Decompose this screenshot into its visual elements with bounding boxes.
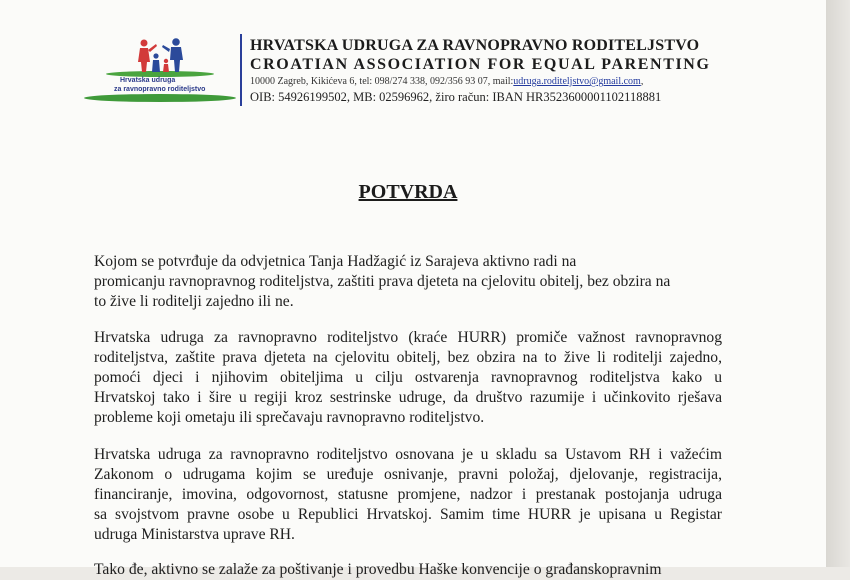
text-line: roditeljstva, zaštite prava djeteta na cjelovitu obitelj, bez obzira na to žive li roditelji zajedno,: [94, 349, 722, 366]
text-line: Kojom se potvrđuje da odvjetnica Tanja Hadžagić iz Sarajeva aktivno radi na: [94, 253, 577, 270]
email-link[interactable]: udruga.roditeljstvo@gmail.com: [513, 76, 641, 87]
text-line: Zakonom o udrugama kojim se uređuje osnivanje, pravni položaj, djelovanje, registracija,: [94, 466, 722, 483]
paragraph-confirmation: [94, 252, 722, 312]
org-name-english: CROATIAN ASSOCIATION FOR EQUAL PARENTING: [250, 56, 711, 73]
text-line: Hrvatskoj tako i šire u regiji kroz sestrinske udruge, da društvo razumije i učinkovito rješava: [94, 389, 722, 406]
paragraph-hague-convention: [94, 560, 722, 580]
org-address: [250, 76, 643, 87]
association-logo: [82, 36, 238, 108]
text-line: Hrvatska udruga za ravnopravno roditeljstvo osnovana je u skladu sa Ustavom RH i važećim: [94, 446, 722, 463]
text-line: Hrvatska udruga za ravnopravno roditeljstvo (kraće HURR) promiče važnost ravnopravnog: [94, 329, 722, 346]
org-name-croatian: HRVATSKA UDRUGA ZA RAVNOPRAVNO RODITELJSTVO: [250, 37, 700, 54]
text-line: sa svojstvom pravne osobe u Republici Hrvatskoj. Samim time HURR je upisana u Registar: [94, 506, 722, 523]
logo-text-line2: za ravnopravno roditeljstvo: [114, 86, 206, 93]
paragraph-legal-basis: [94, 445, 722, 545]
text-line: to žive li roditelji zajedno ili ne.: [94, 293, 294, 310]
logo-text-line1: Hrvatska udruga: [120, 77, 176, 84]
address-text: 10000 Zagreb, Kikićeva 6, tel: 098/274 338, 092/356 93 07, mail:: [250, 76, 514, 87]
text-line: pomoći djeci i njihovim obiteljima u cilju ostvarenja ravnopravnog roditeljstva kako u: [94, 369, 722, 386]
org-identifiers: OIB: 54926199502, MB: 02596962, žiro račun: IBAN HR3523600001102118881: [250, 90, 662, 104]
address-tail: ,: [640, 76, 644, 87]
text-line: promicanju ravnopravnog roditeljstva, zaštiti prava djeteta na cjelovitu obitelj, bez obzira na: [94, 273, 671, 290]
text-line: financiranje, imovina, odgovornost, statusne promjene, nadzor i prestanak postojanja udruga: [94, 486, 722, 503]
paragraph-mission: [94, 328, 722, 428]
text-line: probleme koji ometaju ili sprečavaju ravnopravno roditeljstvo.: [94, 409, 485, 426]
family-figures-icon: [82, 36, 238, 108]
scan-edge: [826, 0, 850, 567]
text-line: udruga Ministarstva uprave RH.: [94, 526, 295, 543]
text-line: Tako đe, aktivno se zalaže za poštivanje i provedbu Haške konvencije o građanskopravnim: [94, 561, 662, 578]
document-title: POTVRDA: [358, 181, 458, 203]
header-divider: [240, 34, 242, 106]
